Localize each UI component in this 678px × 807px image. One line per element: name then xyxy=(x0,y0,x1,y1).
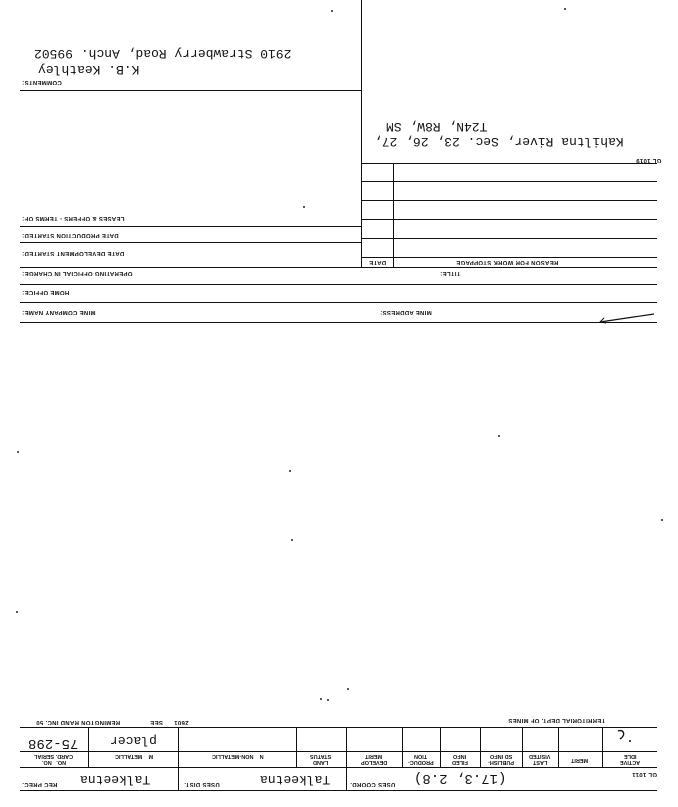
card-col xyxy=(480,727,481,767)
col-sd-info: SD INFO PUBLISH- xyxy=(488,753,514,765)
card-bottom-rule xyxy=(20,790,657,791)
mine-address-label: MINE ADDRESS: xyxy=(380,309,432,315)
typed-person: K.B. Keathley xyxy=(38,62,140,77)
uses-dist-value: Talkeetna xyxy=(260,772,331,787)
scan-speck xyxy=(327,699,329,701)
card-col xyxy=(440,727,441,767)
operating-official-label: OPERATING OFFICIAL IN CHARGE: xyxy=(22,270,133,276)
card-col xyxy=(346,727,347,791)
scan-speck xyxy=(498,435,500,437)
title-label: TITLE: xyxy=(440,270,461,276)
card-col xyxy=(402,727,403,767)
scan-speck xyxy=(661,519,663,521)
col-idle-active: IDLE ACTIVE xyxy=(619,753,641,765)
card-header-rule xyxy=(20,767,657,768)
date-development-rule xyxy=(20,267,657,268)
uses-dist-label: USES DIST. xyxy=(184,781,220,787)
stoppage-table-row-4 xyxy=(361,238,657,239)
col-non-metallic: N NON-METALLIC xyxy=(212,753,264,759)
col-merit: MERIT xyxy=(571,757,589,763)
center-divider xyxy=(361,0,362,268)
comments-rule xyxy=(20,90,361,91)
stoppage-table-row-3 xyxy=(361,219,657,220)
pen-arrow-mark xyxy=(598,310,658,326)
typed-location-line2: T24N, R8W, SM xyxy=(386,119,488,134)
uses-coord-label: USES COORD. xyxy=(350,781,396,787)
rec-prec-label: REC PREC. xyxy=(22,781,58,787)
col-metallic: M METALLIC xyxy=(114,753,154,759)
scan-speck xyxy=(303,206,305,208)
col-card-serial: CARD. SERIAL NO. NO. xyxy=(34,753,74,765)
scan-speck xyxy=(320,698,322,700)
stoppage-date-divider xyxy=(393,163,394,267)
leases-label: LEASES & OFFERS - TERMS OF: xyxy=(22,215,125,221)
col-visited: VISITED LAST xyxy=(529,753,551,765)
uses-coord-value: (17.3, 2.8) xyxy=(414,770,507,786)
see-label: SEE xyxy=(150,719,163,725)
date-column-label: DATE xyxy=(369,259,387,265)
dept-label: TERRITORIAL DEPT. OF MINES xyxy=(508,717,606,723)
scan-speck xyxy=(331,10,333,12)
scan-speck xyxy=(347,688,349,690)
card-col xyxy=(88,727,89,767)
col-info-filed: INFO FILED xyxy=(452,753,468,765)
typed-address: 2910 Strawberry Road, Anch. 99502 xyxy=(34,46,292,61)
serial-number: 75-298 xyxy=(28,735,79,751)
operating-official-rule xyxy=(20,284,657,285)
card-top-rule xyxy=(20,727,657,728)
scan-speck xyxy=(564,8,566,10)
stoppage-table-bottom xyxy=(361,257,657,258)
date-production-label: DATE PRODUCTION STARTED: xyxy=(22,232,119,238)
home-office-rule xyxy=(20,302,657,303)
printer-label: REMINGTON RAND INC. 50 xyxy=(36,719,121,725)
scan-speck xyxy=(291,539,293,541)
mine-company-label: MINE COMPANY NAME: xyxy=(22,309,96,315)
col-merit-develop: MERIT DEVELOP xyxy=(360,753,388,765)
handwritten-mark xyxy=(612,727,636,747)
form-code-bottom: GL 1011 xyxy=(632,771,658,777)
reason-column-label: REASON FOR WORK STOPPAGE xyxy=(456,259,559,265)
card-col xyxy=(602,727,603,767)
scan-speck xyxy=(289,470,291,472)
card-col xyxy=(296,727,297,767)
stoppage-table-top xyxy=(361,163,657,164)
typed-location-line1: Kahiltna River, Sec. 23, 26, 27, xyxy=(374,134,624,149)
stoppage-table-row-1 xyxy=(361,181,657,182)
stoppage-table-row-2 xyxy=(361,200,657,201)
leases-rule xyxy=(20,226,361,227)
scan-speck xyxy=(16,611,18,613)
card-col xyxy=(178,727,179,791)
form-code-top: GL 1019 xyxy=(636,157,662,163)
home-office-label: HOME OFFICE: xyxy=(22,289,70,295)
scan-speck xyxy=(17,451,19,453)
rec-prec-value: Talkeetna xyxy=(80,772,151,787)
card-col xyxy=(558,727,559,767)
comments-label: COMMENTS: xyxy=(22,79,62,85)
card-col xyxy=(522,727,523,767)
mine-company-rule xyxy=(20,322,657,323)
card-mid-rule xyxy=(20,751,657,752)
col-status-land: STATUS LAND xyxy=(310,753,332,765)
date-production-rule xyxy=(20,242,361,243)
type-value: placer xyxy=(110,733,157,748)
see-code: 2601 xyxy=(174,719,189,725)
date-development-label: DATE DEVELOPMENT STARTED: xyxy=(22,250,125,256)
col-production: TION PRODUC- xyxy=(408,753,434,765)
